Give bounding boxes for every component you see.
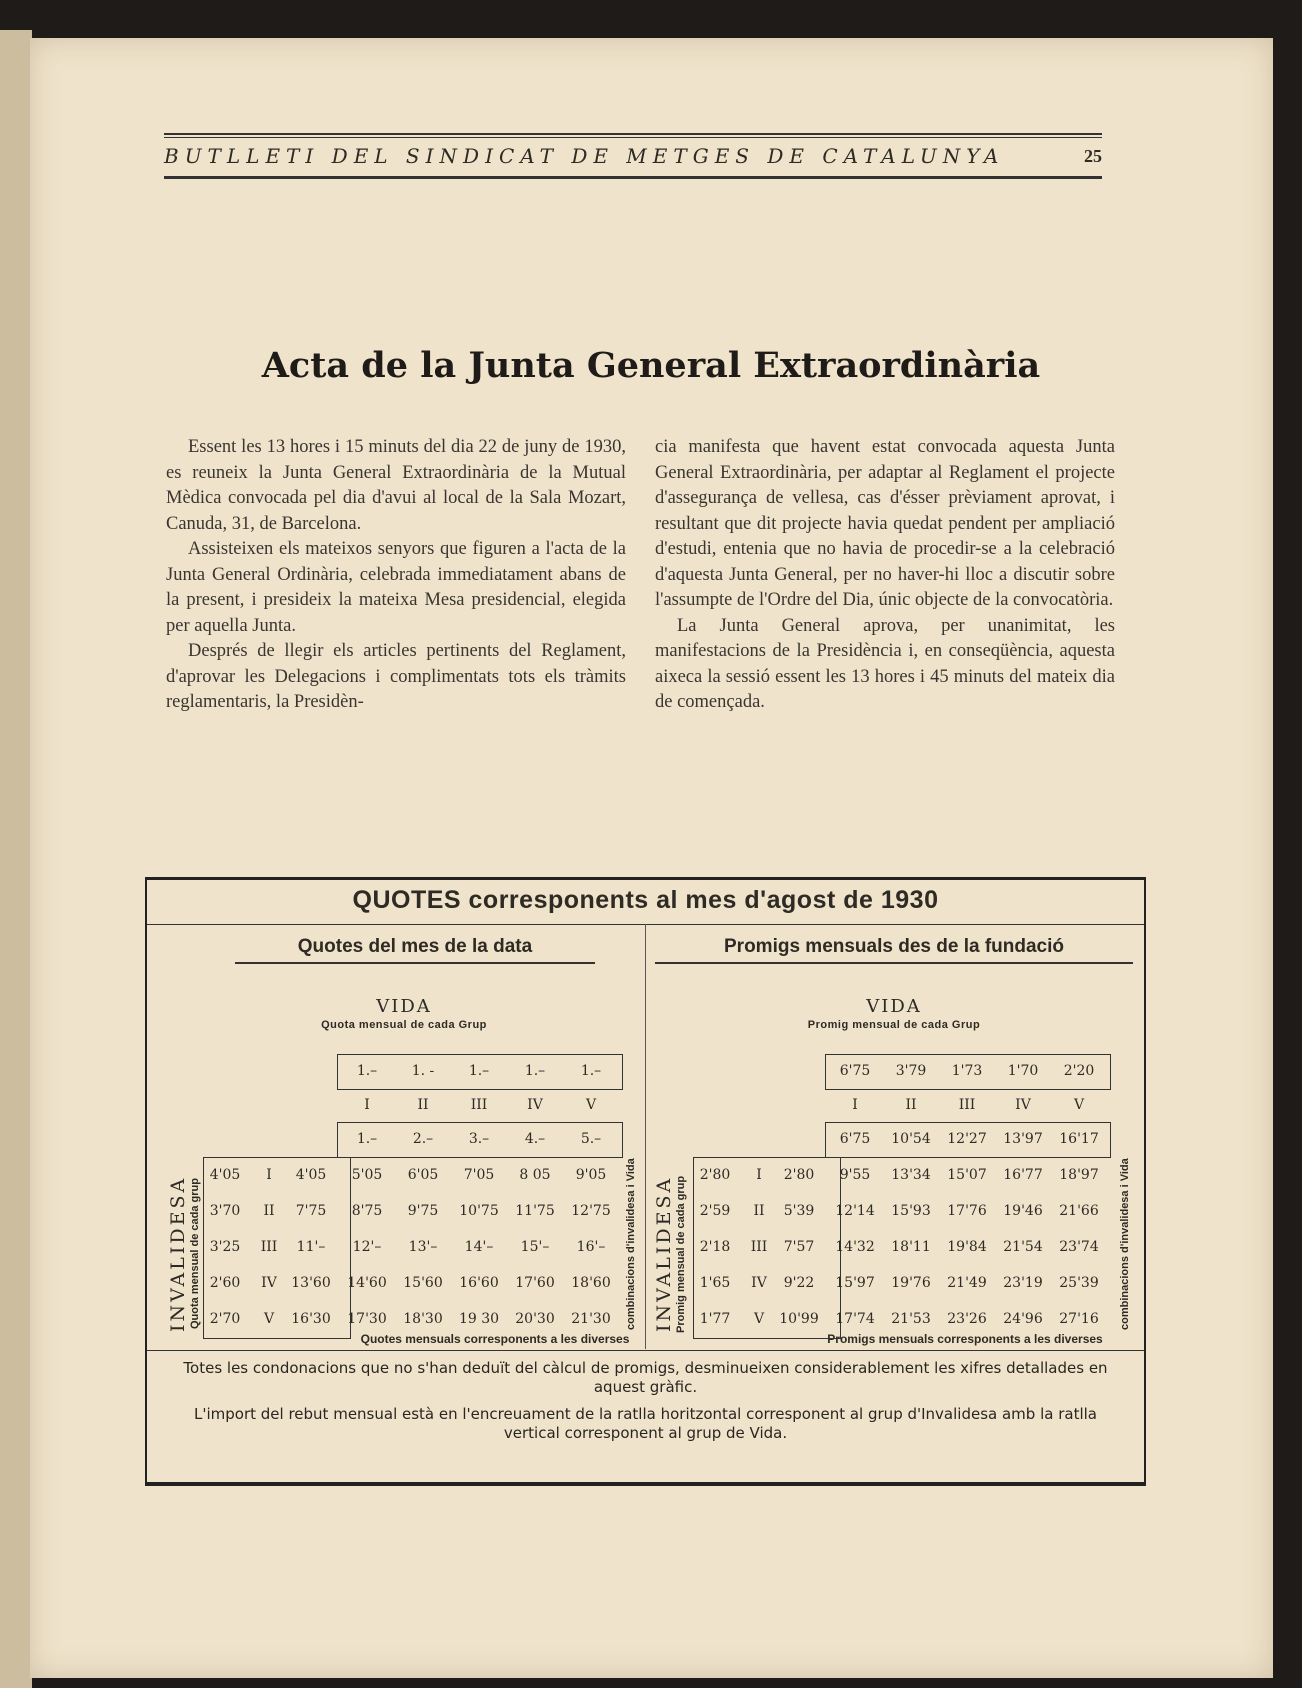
combination-value: 12'75 [571,1203,611,1219]
combination-value: 7'57 [783,1239,815,1255]
combination-value: 9'55 [839,1167,871,1183]
bottom-caption: Promigs mensuals corresponents a les diverses [827,1332,1103,1346]
note-import: L'import del rebut mensual està en l'encreuament de la ratlla horitzontal corresponent al grup d'Invalidesa amb la ratlla vertical corresponent al grup de Vida. [194,1405,1097,1442]
vida-mid-value: 2.– [412,1131,434,1147]
combination-value: 21'54 [1003,1239,1043,1255]
combination-value: 20'30 [515,1311,555,1327]
combination-value: 19'76 [891,1275,931,1291]
vida-mid-value: 4.– [524,1131,546,1147]
quotes-table-box [145,877,1146,1486]
quotes-right-panel [655,924,1133,1349]
vida-group-label: II [905,1097,917,1113]
paragraph: Després de llegir els articles pertinents del Reglament, d'aprovar les Delegacions i complimentats tots els tràmits reglamentaris, la Presidèn- [166,641,626,712]
combination-value: 12'– [352,1239,382,1255]
vida-group-label: V [1073,1097,1085,1113]
invalidesa-label: INVALIDESA [167,1175,189,1333]
paragraph: cia manifesta que havent estat convocada aquesta Junta General Extraordinària, per adaptar al Reglament el projecte d'assegurança de vellesa, cas d'ésser prèviament aprovat, i resultant que dit projecte havia quedat pendent per ampliació d'estudi, entenia que no havia de procedir-se a la celebració d'aquesta Junta General, per no haver-hi lloc a discutir sobre l'assumpte de l'Ordre del Dia, únic objecte de la convocatòria. [655,437,1115,610]
header-rule-bottom [164,177,1102,179]
vida-mid-value: 1.– [356,1131,378,1147]
combination-value: 4'05 [295,1167,327,1183]
combination-value: 18'97 [1059,1167,1099,1183]
vida-label: VIDA [866,996,922,1017]
vida-group-label: II [417,1097,429,1113]
combination-value: 8'75 [351,1203,383,1219]
combination-value: 17'60 [515,1275,555,1291]
combination-caption: combinacions d'invalidesa i Vida [1119,1158,1131,1330]
notes [147,1350,1144,1443]
combination-value: 5'39 [783,1203,815,1219]
vida-top-value: 1.– [356,1063,378,1079]
vida-label: VIDA [376,996,432,1017]
invalidesa-value: 1'77 [699,1311,731,1327]
vida-top-value: 1.– [524,1063,546,1079]
combination-value: 13'60 [291,1275,331,1291]
combination-value: 16'77 [1003,1167,1043,1183]
vida-sublabel: Quota mensual de cada Grup [321,1019,487,1031]
vida-group-label: III [958,1097,976,1113]
combination-value: 27'16 [1059,1311,1099,1327]
invalidesa-group-label: I [266,1167,272,1183]
vida-mid-value: 16'17 [1059,1131,1099,1147]
combination-value: 21'49 [947,1275,987,1291]
invalidesa-label: INVALIDESA [653,1175,675,1333]
combination-value: 14'– [464,1239,494,1255]
combination-value: 12'14 [835,1203,875,1219]
vida-top-value: 1.– [468,1063,490,1079]
combination-value: 15'– [520,1239,550,1255]
combination-value: 16'– [576,1239,606,1255]
invalidesa-group-label: II [753,1203,765,1219]
vida-top-value: 2'20 [1063,1063,1095,1079]
vida-group-label: IV [527,1097,543,1113]
invalidesa-value: 1'65 [699,1275,731,1291]
combination-value: 25'39 [1059,1275,1099,1291]
combination-value: 17'74 [835,1311,875,1327]
combination-value: 10'99 [779,1311,819,1327]
combination-value: 7'75 [295,1203,327,1219]
vida-top-value: 3'79 [895,1063,927,1079]
vida-top-value: 1'73 [951,1063,983,1079]
article-title: Acta de la Junta General Extraordinària [261,345,1041,386]
combination-value: 5'05 [351,1167,383,1183]
left-heading: Quotes del mes de la data [235,936,595,964]
invalidesa-group-label: V [263,1311,275,1327]
invalidesa-group-label: II [263,1203,275,1219]
combination-value: 17'30 [347,1311,387,1327]
invalidesa-value: 3'70 [209,1203,241,1219]
vida-mid-value: 3.– [468,1131,490,1147]
vida-mid-value: 10'54 [891,1131,931,1147]
combination-value: 21'66 [1059,1203,1099,1219]
vida-group-label: V [585,1097,597,1113]
vida-mid-value: 13'97 [1003,1131,1043,1147]
combination-value: 9'75 [407,1203,439,1219]
vida-sublabel: Promig mensual de cada Grup [807,1019,981,1031]
paragraph: Assisteixen els mateixos senyors que figuren a l'acta de la Junta General Ordinària, celebrada immediatament abans de la present, i presideix la mateixa Mesa presidencial, elegida per aquella Junta. [166,539,626,636]
vida-top-value: 1. - [411,1063,435,1079]
combination-value: 8 05 [519,1167,551,1183]
invalidesa-value: 4'05 [209,1167,241,1183]
article-column-right [655,435,1115,716]
combination-value: 10'75 [459,1203,499,1219]
combination-value: 14'60 [347,1275,387,1291]
combination-value: 23'26 [947,1311,987,1327]
combination-value: 21'30 [571,1311,611,1327]
invalidesa-group-label: IV [261,1275,277,1291]
combination-value: 11'– [296,1239,326,1255]
combination-value: 18'11 [891,1239,931,1255]
combination-value: 21'53 [891,1311,931,1327]
combination-value: 9'22 [783,1275,815,1291]
combination-value: 14'32 [835,1239,875,1255]
vida-mid-value: 12'27 [947,1131,987,1147]
combination-value: 9'05 [575,1167,607,1183]
running-header [164,133,1102,179]
combination-value: 19 30 [458,1311,500,1327]
invalidesa-value: 2'59 [699,1203,731,1219]
combination-caption: combinacions d'invalidesa i Vida [625,1158,637,1330]
invalidesa-value: 2'80 [699,1167,731,1183]
invalidesa-value: 2'70 [209,1311,241,1327]
vida-group-label: I [364,1097,370,1113]
paragraph: La Junta General aprova, per unanimitat, les manifestacions de la Presidència i, en conseqüència, aquesta aixeca la sessió essent les 13 hores i 45 minuts del mateix dia de començada. [655,615,1115,712]
invalidesa-value: 2'18 [699,1239,731,1255]
vida-group-label: I [852,1097,858,1113]
combination-value: 16'60 [459,1275,499,1291]
vida-top-value: 6'75 [839,1063,871,1079]
combination-value: 15'93 [891,1203,931,1219]
invalidesa-group-label: III [260,1239,278,1255]
invalidesa-group-label: I [756,1167,762,1183]
vida-mid-value: 5.– [580,1131,602,1147]
bottom-caption: Quotes mensuals corresponents a les diverses [360,1332,630,1346]
invalidesa-sublabel: Promig mensual de cada grup [675,1175,687,1333]
vida-mid-value: 6'75 [839,1131,871,1147]
combination-value: 7'05 [463,1167,495,1183]
right-heading: Promigs mensuals des de la fundació [655,936,1133,964]
combination-value: 24'96 [1003,1311,1043,1327]
combination-value: 23'19 [1003,1275,1043,1291]
combination-value: 23'74 [1059,1239,1099,1255]
article-column-left [166,435,626,716]
combination-value: 13'– [408,1239,438,1255]
combination-value: 2'80 [783,1167,815,1183]
quotes-title: QUOTES corresponents al mes d'agost de 1930 [352,886,939,914]
invalidesa-group-label: V [753,1311,765,1327]
combination-value: 19'84 [947,1239,987,1255]
combination-value: 15'07 [947,1167,987,1183]
header-rule-top [164,133,1102,135]
combination-value: 11'75 [515,1203,555,1219]
center-divider [645,924,646,1349]
vida-group-label: III [470,1097,488,1113]
paragraph: Essent les 13 hores i 15 minuts del dia 22 de juny de 1930, es reuneix la Junta General Extraordinària de la Mutual Mèdica convocada pel dia d'avui al local de la Sala Mozart, Canuda, 31, de Barcelona. [166,437,626,534]
quotes-left-panel [165,924,643,1349]
invalidesa-value: 2'60 [209,1275,241,1291]
invalidesa-group-label: III [750,1239,768,1255]
book-spine-edge [0,30,32,1688]
combination-value: 6'05 [407,1167,439,1183]
invalidesa-sublabel: Quota mensual de cada grup [189,1178,201,1330]
combination-value: 18'30 [403,1311,443,1327]
combination-value: 16'30 [291,1311,331,1327]
combination-value: 19'46 [1003,1203,1043,1219]
page-number: 25 [1084,145,1102,166]
combination-value: 18'60 [571,1275,611,1291]
vida-top-value: 1.– [580,1063,602,1079]
combination-value: 13'34 [891,1167,931,1183]
journal-title: BUTLLETI DEL SINDICAT DE METGES DE CATALUNYA [164,144,1005,168]
combination-value: 15'60 [403,1275,443,1291]
combination-value: 15'97 [835,1275,875,1291]
vida-top-value: 1'70 [1007,1063,1039,1079]
combination-value: 17'76 [947,1203,987,1219]
vida-group-label: IV [1015,1097,1031,1113]
invalidesa-value: 3'25 [209,1239,241,1255]
invalidesa-group-label: IV [751,1275,767,1291]
note-condonacions: Totes les condonacions que no s'han deduït del càlcul de promigs, desminueixen considerablement les xifres detallades en aquest gràfic. [183,1359,1108,1396]
